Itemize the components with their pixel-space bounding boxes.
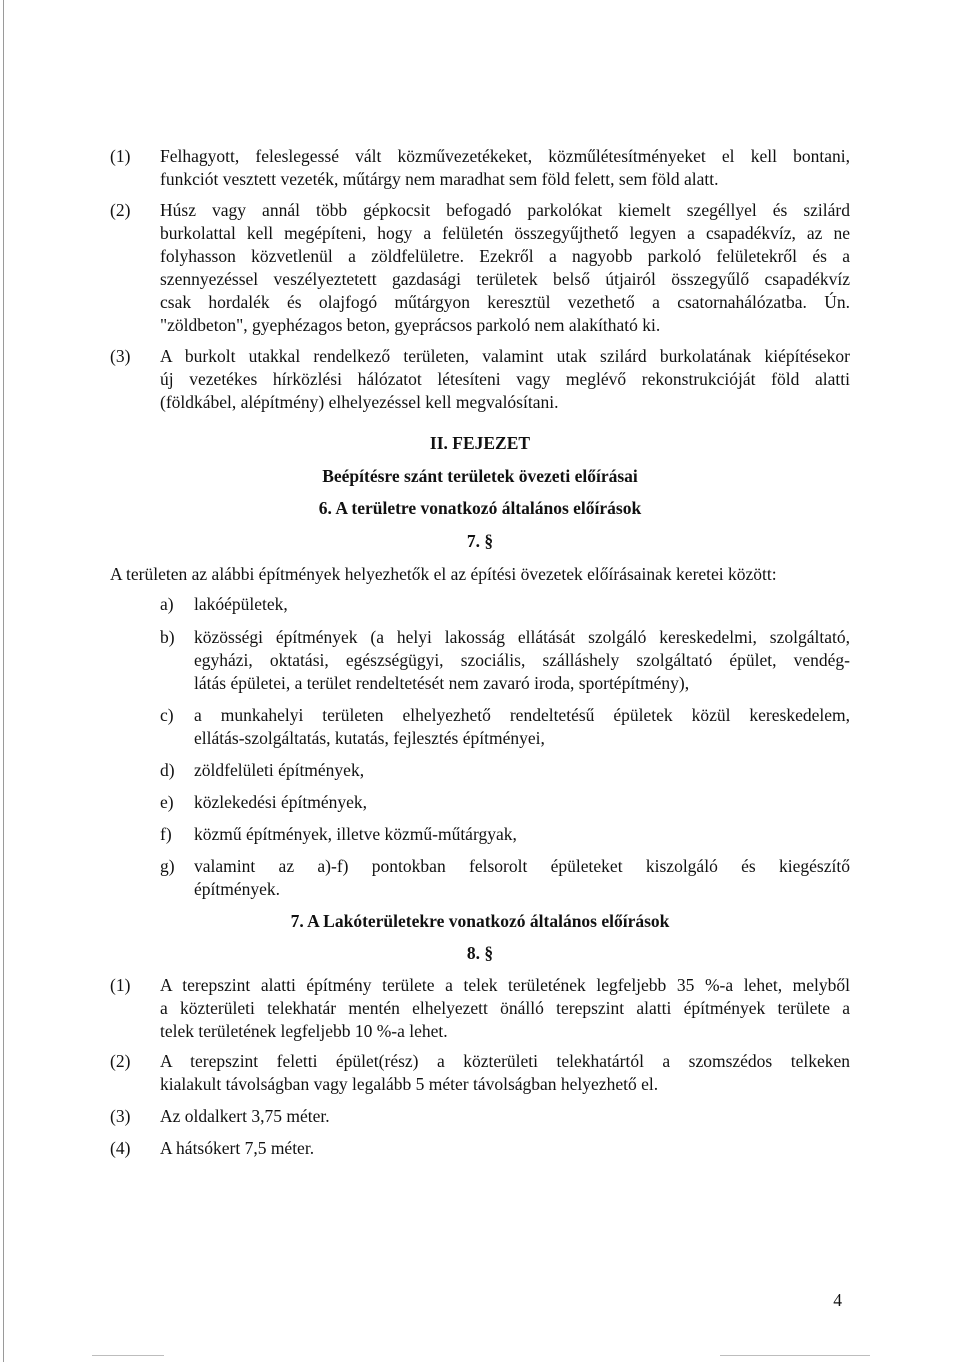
list-text	[194, 626, 850, 695]
text-line: építmények.	[194, 879, 281, 899]
list-letter: c)	[160, 705, 174, 725]
text-line: A terepszint alatti építmény területe a telek területének legfeljebb 35 %-a lehet, melyből	[160, 975, 850, 995]
text-line: lakóépületek,	[194, 594, 288, 614]
paragraph-number: (3)	[110, 1106, 131, 1126]
page-number: 4	[833, 1290, 842, 1310]
text-line: szennyezéssel veszélyeztetett gazdasági területek belső útjairól összegyűlő csapadékvíz	[160, 269, 850, 289]
text-line: valamint az a)-f) pontokban felsorolt épületeket kiszolgáló és kiegészítő	[194, 856, 850, 876]
paragraph-number: (1)	[110, 146, 131, 166]
paragraph-7-heading: 7. §	[466, 531, 494, 551]
list-item-a	[160, 593, 850, 616]
paragraph-item-2	[110, 199, 850, 337]
text-line: Az oldalkert 3,75 méter.	[160, 1106, 330, 1126]
list-letter: b)	[160, 627, 175, 647]
text-line: burkolattal kell megépíteni, hogy a felületén összegyűjthető legyen a csapadékvíz, az ne	[160, 223, 850, 243]
text-line: egyházi, oktatási, egészségügyi, szociális, szálláshely szolgáltató épület, vendég-	[194, 650, 850, 670]
paragraph-text	[160, 145, 850, 191]
list-item-c	[160, 704, 850, 750]
text-line: A burkolt utakkal rendelkező területen, valamint utak szilárd burkolatának kiépítésekor	[160, 346, 850, 366]
text-line: látás épületei, a terület rendeltetését nem zavaró iroda, sportépítmény),	[194, 673, 690, 693]
text-line: Felhagyott, feleslegessé vált közművezetékeket, közműlétesítményeket el kell bontani,	[160, 146, 850, 166]
text-line: (földkábel, alépítmény) elhelyezéssel kell megvalósítani.	[160, 392, 559, 412]
paragraph-number: (2)	[110, 200, 131, 220]
list-text	[194, 823, 850, 846]
paragraph-text	[160, 1105, 850, 1128]
paragraph-7-intro: A területen az alábbi építmények helyezhetők el az építési övezetek előírásainak keretei között:	[110, 564, 777, 584]
paragraph-number: (2)	[110, 1051, 131, 1071]
chapter-title: II. FEJEZET	[429, 433, 531, 453]
list-letter: d)	[160, 760, 175, 780]
paragraph-text	[160, 345, 850, 414]
section7-item-1	[110, 974, 850, 1043]
text-line: zöldfelületi építmények,	[194, 760, 365, 780]
section-6-title: 6. A területre vonatkozó általános előírások	[318, 498, 642, 518]
paragraph-text	[160, 974, 850, 1043]
paragraph-number: (1)	[110, 975, 131, 995]
list-item-e	[160, 791, 850, 814]
text-line: új vezetékes hírközlési hálózatot létesíteni vagy meglévő rekonstrukcióját föld alatti	[160, 369, 850, 389]
text-line: közösségi építmények (a helyi lakosság ellátását szolgáló kereskedelmi, szolgáltató,	[194, 627, 850, 647]
section-7-title: 7. A Lakóterületekre vonatkozó általános előírások	[290, 911, 670, 931]
list-text	[194, 791, 850, 814]
section7-item-2	[110, 1050, 850, 1096]
text-line: A terepszint feletti épület(rész) a közterületi telekhatártól a szomszédos telkeken	[160, 1051, 850, 1071]
chapter-subtitle: Beépítésre szánt területek övezeti előírásai	[322, 466, 638, 486]
list-text	[194, 593, 850, 616]
list-letter: e)	[160, 792, 174, 812]
text-line: kialakult távolságban vagy legalább 5 méter távolságban helyezhető el.	[160, 1074, 659, 1094]
paragraph-item-3	[110, 345, 850, 414]
text-line: folyhasson közvetlenül a zöldfelületre. Ezekről a nagyobb parkoló felületekről és a	[160, 246, 850, 266]
section7-item-4	[110, 1137, 850, 1160]
text-line: a közterületi telekhatár mentén elhelyezett önálló terepszint alatti építmények területe a	[160, 998, 850, 1018]
list-text	[194, 704, 850, 750]
paragraph-text	[160, 1050, 850, 1096]
list-item-g	[160, 855, 850, 901]
section7-item-3	[110, 1105, 850, 1128]
list-item-b	[160, 626, 850, 695]
scan-left-edge-line	[3, 0, 4, 1362]
text-line: ellátás-szolgáltatás, kutatás, fejlesztés építményei,	[194, 728, 545, 748]
text-line: közmű építmények, illetve közmű-műtárgyak,	[194, 824, 517, 844]
list-item-d	[160, 759, 850, 782]
list-letter: f)	[160, 824, 172, 844]
list-letter: g)	[160, 856, 175, 876]
text-line: a munkahelyi területen elhelyezhető rendeltetésű épületek közül kereskedelem,	[194, 705, 850, 725]
text-line: közlekedési építmények,	[194, 792, 367, 812]
list-text	[194, 855, 850, 901]
text-line: "zöldbeton", gyephézagos beton, gyeprácsos parkoló nem alakítható ki.	[160, 315, 661, 335]
paragraph-number: (3)	[110, 346, 131, 366]
paragraph-8-heading: 8. §	[466, 943, 494, 963]
paragraph-item-1	[110, 145, 850, 191]
paragraph-number: (4)	[110, 1138, 131, 1158]
list-text	[194, 759, 850, 782]
text-line: A hátsókert 7,5 méter.	[160, 1138, 315, 1158]
scan-bottom-mark-left	[92, 1355, 164, 1356]
scan-bottom-mark-right	[720, 1355, 870, 1356]
paragraph-text	[160, 199, 850, 337]
paragraph-text	[160, 1137, 850, 1160]
list-item-f	[160, 823, 850, 846]
text-line: telek területének legfeljebb 10 %-a lehet.	[160, 1021, 448, 1041]
list-letter: a)	[160, 594, 174, 614]
text-line: funkciót vesztett vezeték, műtárgy nem maradhat sem föld felett, sem föld alatt.	[160, 169, 719, 189]
text-line: csak hordalék és olajfogó műtárgyon keresztül vezethető a csatornahálózatba. Ún.	[160, 292, 850, 312]
text-line: Húsz vagy annál több gépkocsit befogadó parkolókat kiemelt szegéllyel és szilárd	[160, 200, 850, 220]
